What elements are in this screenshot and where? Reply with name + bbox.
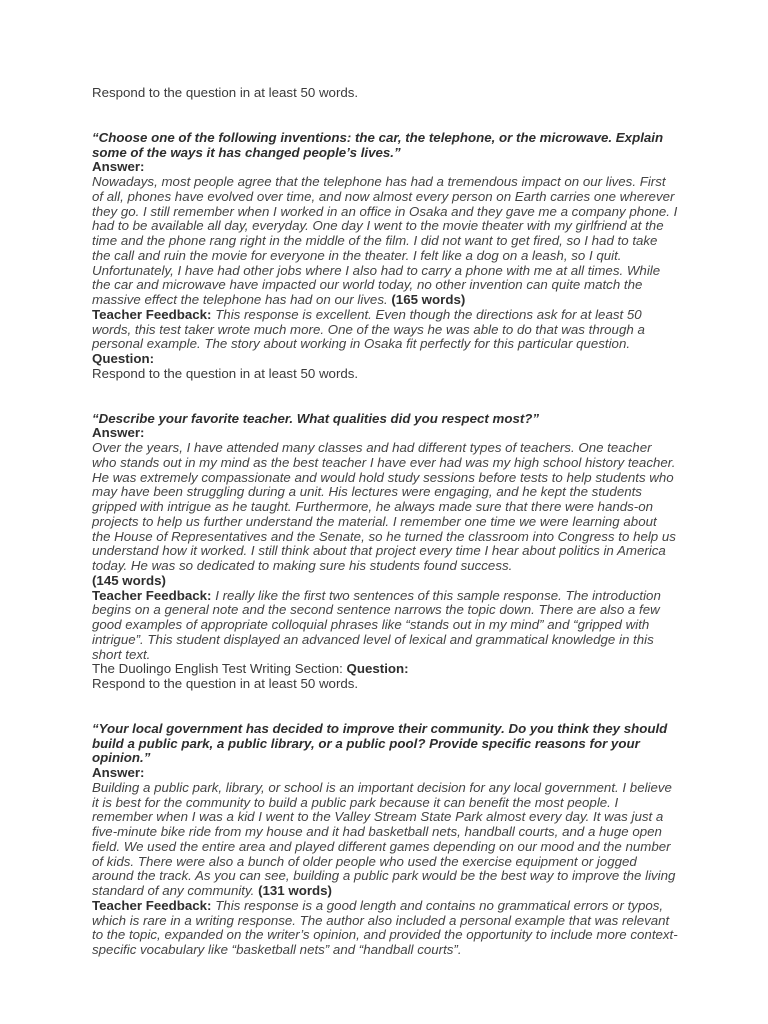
teacher-feedback <box>92 589 678 663</box>
document-page <box>92 86 678 958</box>
instruction: Respond to the question in at least 50 words. <box>92 676 359 691</box>
teacher-feedback <box>92 899 678 958</box>
answer-text <box>92 781 678 899</box>
section-heading: The Duolingo English Test Writing Section: <box>92 661 343 677</box>
answer-label: Answer: <box>92 425 145 441</box>
answer-text: Over the years, I have attended many classes and had different types of teachers. One teacher who stands out in my mind as the best teacher I have ever had was my high school history teacher. He was extremely compassionate and would hold study sessions before tests to help students who may have been struggling during a unit. His lectures were engaging, and he kept the students gripped with intrigue as he taught. Furthermore, he always made sure that there were hands-on projects to help us further understand the material. I remember one time we were learning about the House of Representatives and the Senate, so he turned the classroom into Congress to help us understand how it worked. I still think about that project every time I hear about politics in America today. He was so dedicated to making sure his students found success. <box>92 440 676 573</box>
word-count: (165 words) <box>391 292 466 307</box>
spacer <box>92 382 678 412</box>
word-count: (145 words) <box>92 572 166 588</box>
feedback-label: Teacher Feedback: <box>92 306 212 322</box>
question-label: Question: <box>92 351 155 366</box>
instruction: Respond to the question in at least 50 words. <box>92 365 359 381</box>
feedback-text: This response is excellent. Even though the directions ask for at least 50 words, this test taker wrote much more. One of the ways he was able to do that was through a personal example. The story about working in Osaka fit perfectly for this particular question. <box>92 306 645 352</box>
question-prompt: “Describe your favorite teacher. What qualities did you respect most?” <box>92 410 540 426</box>
intro-instruction: Respond to the question in at least 50 words. <box>92 85 359 100</box>
question-prompt: “Choose one of the following inventions: the car, the telephone, or the microwave. Explain some of the ways it has changed people’s lives.” <box>92 129 664 160</box>
answer-body: Nowadays, most people agree that the telephone has had a tremendous impact on our lives. First of all, phones have evolved over time, and now almost every person on Earth carries one wherever they go. I still remember when I worked in an office in Osaka and they gave me a company phone. I had to be available all day, everyday. One day I went to the movie theater with my girlfriend at the time and the phone rang right in the middle of the film. I did not want to get fired, so I had to take the call and ruin the movie for everyone in the theater. I felt like a dog on a leash, so I quit. Unfortunately, I have had other jobs where I also had to carry a phone with me at all times. While the car and microwave have impacted our world today, no other invention can quite match the massive effect the telephone has had on our lives. <box>92 174 678 307</box>
answer-body: Building a public park, library, or school is an important decision for any local government. I believe it is best for the community to build a public park because it can benefit the most people. I remember when I was a kid I went to the Valley Stream State Park almost every day. It was just a five-minute bike ride from my house and it had basketball nets, handball courts, and a huge open field. We used the entire area and played different games depending on our mood and the number of kids. There were also a bunch of older people who used the exercise equipment or jogged around the track. As you can see, building a public park would be the best way to improve the living standard of any community. <box>92 779 676 898</box>
feedback-text: This response is a good length and contains no grammatical errors or typos, which is rare in a writing response. The author also included a personal example that was relevant to the topic, expanded on the writer’s opinion, and provided the opportunity to include more context-specific vocabulary like “basketball nets” and “handball courts”. <box>92 897 678 957</box>
feedback-label: Teacher Feedback: <box>92 897 212 913</box>
answer-label: Answer: <box>92 159 145 175</box>
spacer <box>92 101 678 131</box>
spacer <box>92 692 678 722</box>
answer-text <box>92 175 678 308</box>
question-label: Question: <box>346 661 409 677</box>
section-heading-line <box>92 662 678 677</box>
answer-label: Answer: <box>92 765 145 780</box>
word-count: (131 words) <box>258 883 332 898</box>
section-3 <box>92 722 678 958</box>
section-2 <box>92 412 678 692</box>
question-prompt: “Your local government has decided to improve their community. Do you think they should build a public park, a public library, or a public pool? Provide specific reasons for your opinion.” <box>92 720 668 766</box>
section-1 <box>92 131 678 382</box>
feedback-text: I really like the first two sentences of this sample response. The introduction begins on a general note and the second sentence narrows the topic down. There are also a few good examples of appropriate colloquial phrases like “stands out in my mind” and “gripped with intrigue”. This student displayed an advanced level of lexical and grammatical knowledge in this short text. <box>92 587 661 662</box>
feedback-label: Teacher Feedback: <box>92 587 212 603</box>
teacher-feedback <box>92 308 678 352</box>
